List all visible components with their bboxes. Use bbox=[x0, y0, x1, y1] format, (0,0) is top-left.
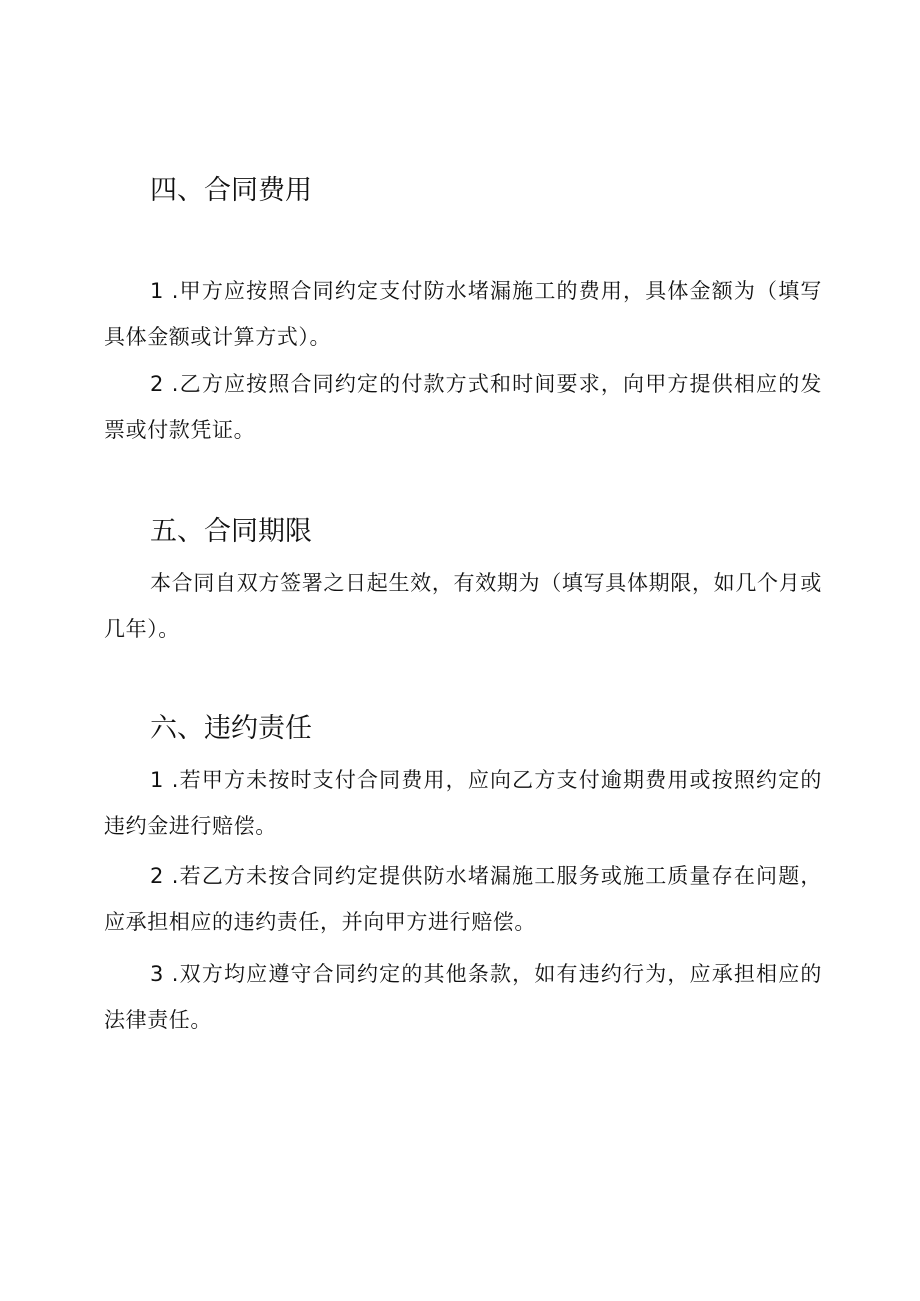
section-heading-term: 五、合同期限 bbox=[150, 516, 312, 547]
paragraph-liability-3: 3 .双方均应遵守合同约定的其他条款，如有违约行为，应承担相应的法律责任。 bbox=[104, 962, 822, 1032]
paragraph-liability-2: 2 .若乙方未按合同约定提供防水堵漏施工服务或施工质量存在问题，应承担相应的违约责任，并向甲方进行赔偿。 bbox=[104, 864, 822, 934]
paragraph-liability-1: 1 .若甲方未按时支付合同费用，应向乙方支付逾期费用或按照约定的违约金进行赔偿。 bbox=[104, 768, 822, 838]
paragraph-term-1: 本合同自双方签署之日起生效，有效期为（填写具体期限，如几个月或几年）。 bbox=[104, 571, 822, 641]
paragraph-fees-2: 2 .乙方应按照合同约定的付款方式和时间要求，向甲方提供相应的发票或付款凭证。 bbox=[104, 372, 822, 442]
section-heading-fees: 四、合同费用 bbox=[150, 175, 312, 206]
section-heading-liability: 六、违约责任 bbox=[150, 713, 312, 744]
paragraph-fees-1: 1 .甲方应按照合同约定支付防水堵漏施工的费用，具体金额为（填写具体金额或计算方式）。 bbox=[104, 279, 822, 349]
